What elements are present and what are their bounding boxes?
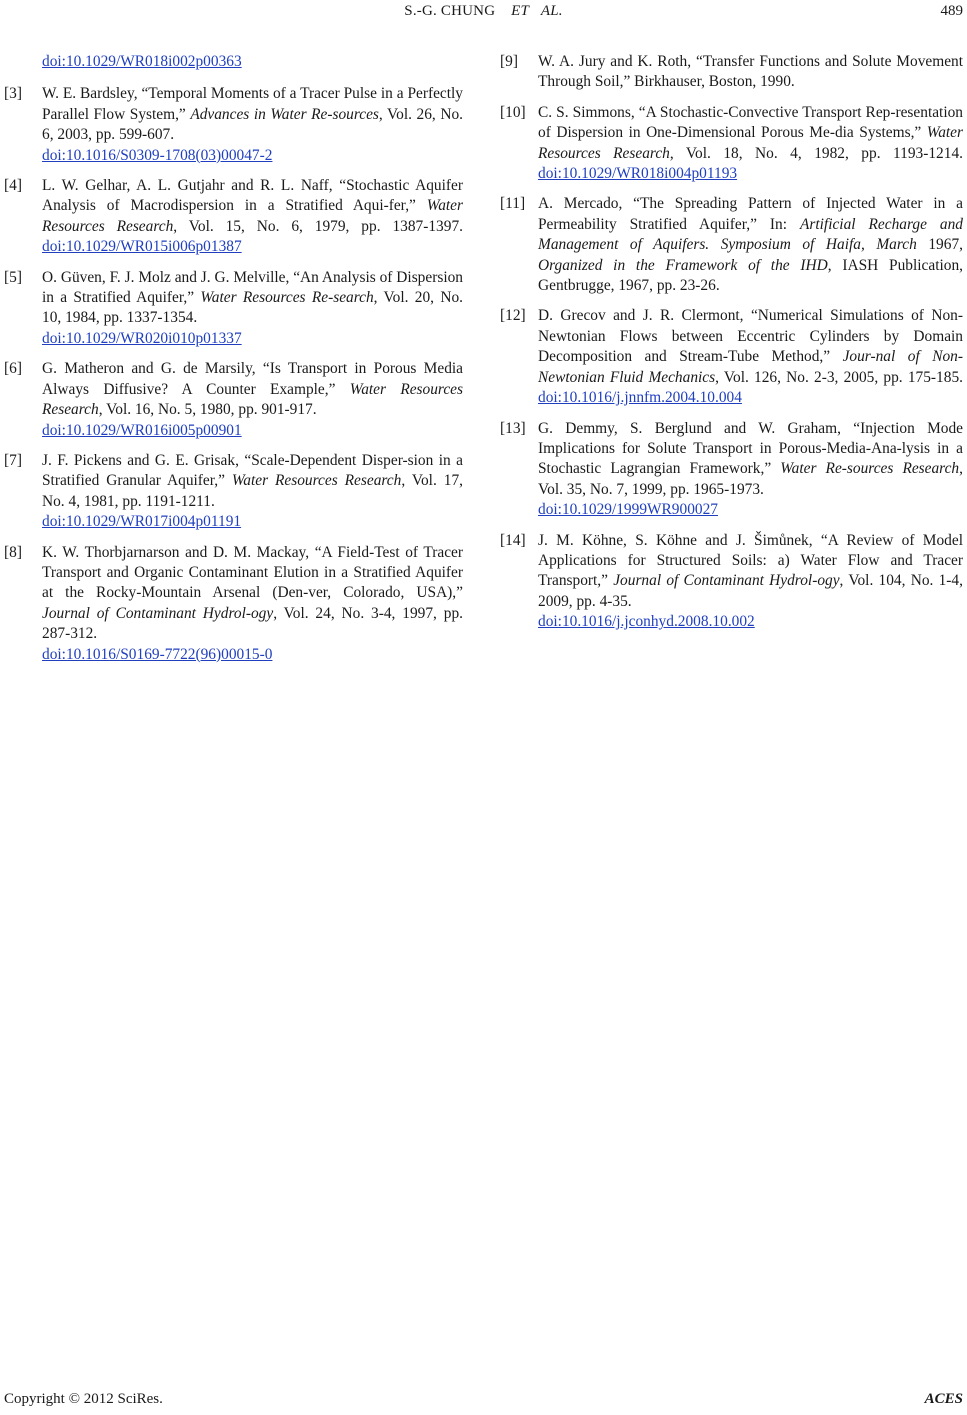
reference-text xyxy=(42,359,463,441)
doi-link[interactable]: doi:10.1029/WR018i002p00363 xyxy=(42,53,242,70)
reference-journal: Water Resources Research xyxy=(538,124,963,162)
reference-item xyxy=(500,103,963,185)
reference-item xyxy=(500,194,963,296)
reference-number: [8] xyxy=(4,543,22,561)
reference-authors-title: K. W. Thorbjarnarson and D. M. Mackay, “A Field-Test of Tracer Transport and Organic Contaminant Elution in a Stratified Aquifer at the Rocky-Mountain Arsenal (Den-ver, Colorado, USA),” xyxy=(42,543,463,602)
reference-list-right xyxy=(500,52,963,633)
reference-list-left xyxy=(4,84,463,665)
reference-authors-title: J. F. Pickens and G. E. Grisak, “Scale-Dependent Disper-sion in a Stratified Granular Aquifer,” xyxy=(42,451,463,490)
reference-journal: Journal of Contaminant Hydrol-ogy xyxy=(42,604,274,622)
reference-number: [4] xyxy=(4,177,22,195)
reference-journal: Water Resources Research xyxy=(42,197,463,235)
continued-reference xyxy=(4,52,463,72)
reference-journal-extra: Organized in the Framework of the IHD xyxy=(538,256,828,274)
doi-link[interactable]: doi:10.1029/WR016i005p00901 xyxy=(42,421,242,439)
doi-link[interactable]: doi:10.1029/WR020i010p01337 xyxy=(42,329,242,347)
reference-journal: Jour-nal of Non-Newtonian Fluid Mechanics xyxy=(538,348,963,386)
doi-link[interactable]: doi:10.1016/S0169-7722(96)00015-0 xyxy=(42,645,273,663)
reference-number: [5] xyxy=(4,268,22,286)
reference-authors-title: D. Grecov and J. R. Clermont, “Numerical Simulations of Non-Newtonian Flows between Eccentric Cylinders by Domain Decomposition and Stream-Tube Method,” xyxy=(538,307,963,366)
doi-link[interactable]: doi:10.1029/WR017i004p01191 xyxy=(42,513,242,531)
reference-details: 1967, xyxy=(916,236,963,254)
reference-journal: Journal of Contaminant Hydrol-ogy xyxy=(613,572,840,590)
reference-details: , Vol. 126, No. 2-3, 2005, pp. 175-185. xyxy=(715,368,963,386)
reference-item xyxy=(4,543,463,665)
reference-number: [6] xyxy=(4,360,22,378)
reference-text xyxy=(538,419,963,521)
doi-link[interactable]: doi:10.1029/WR018i004p01193 xyxy=(538,165,738,183)
left-column xyxy=(4,52,463,675)
reference-authors-title: O. Güven, F. J. Molz and J. G. Melville, “An Analysis of Dispersion in a Stratified Aquifer,” xyxy=(42,268,463,307)
reference-item xyxy=(500,419,963,521)
reference-item xyxy=(500,531,963,633)
reference-item xyxy=(4,268,463,350)
doi-link[interactable]: doi:10.1016/S0309-1708(03)00047-2 xyxy=(42,146,273,164)
reference-authors-title: W. A. Jury and K. Roth, “Transfer Functions and Solute Movement Through Soil,” Birkhauser, Boston, 1990. xyxy=(538,53,963,91)
page-footer xyxy=(4,1391,963,1413)
doi-link[interactable]: doi:10.1029/1999WR900027 xyxy=(538,501,718,519)
reference-text xyxy=(538,103,963,185)
reference-journal: Water Re-sources Research xyxy=(780,460,960,478)
reference-text xyxy=(42,543,463,665)
reference-journal: Water Resources Re-search xyxy=(200,289,374,307)
reference-journal: Advances in Water Re-sources xyxy=(190,105,379,123)
reference-item xyxy=(4,176,463,258)
header-al: AL. xyxy=(540,3,563,19)
page-number: 489 xyxy=(940,3,963,19)
reference-journal: Artificial Recharge and Management of Aquifers. Symposium of Haifa, March xyxy=(538,215,963,254)
doi-link[interactable]: doi:10.1029/WR015i006p01387 xyxy=(42,238,242,256)
reference-authors-title: C. S. Simmons, “A Stochastic-Convective Transport Rep-resentation of Dispersion in One-Dimensional Porous Me-dia Systems,” xyxy=(538,103,963,142)
reference-text xyxy=(538,531,963,633)
reference-details: , Vol. 15, No. 6, 1979, pp. 1387-1397. xyxy=(173,217,463,235)
reference-authors-title: A. Mercado, “The Spreading Pattern of Injected Water in a Permeability Stratified Aquifer,” In: xyxy=(538,195,963,233)
reference-number: [9] xyxy=(500,53,518,70)
reference-details: , Vol. 104, No. 1-4, 2009, pp. 4-35. xyxy=(538,572,963,610)
reference-item xyxy=(4,451,463,533)
header-et: ET xyxy=(511,3,529,19)
reference-number: [10] xyxy=(500,103,526,121)
reference-number: [12] xyxy=(500,307,526,325)
doi-link[interactable]: doi:10.1016/j.jnnfm.2004.10.004 xyxy=(538,389,742,407)
reference-details: , Vol. 20, No. 10, 1984, pp. 1337-1354. xyxy=(42,289,463,327)
reference-item xyxy=(4,84,463,166)
reference-journal: Water Resources Research xyxy=(42,380,463,419)
reference-number: [3] xyxy=(4,85,22,103)
running-header xyxy=(0,0,967,28)
reference-text xyxy=(42,176,463,258)
reference-item xyxy=(500,306,963,408)
reference-details: , Vol. 17, No. 4, 1981, pp. 1191-1211. xyxy=(42,472,463,510)
right-column xyxy=(500,52,963,643)
reference-text xyxy=(42,451,463,533)
journal-name: ACES xyxy=(924,1391,963,1407)
reference-text xyxy=(42,84,463,166)
reference-authors-title: W. E. Bardsley, “Temporal Moments of a Tracer Pulse in a Perfectly Parallel Flow System,” xyxy=(42,85,463,123)
reference-authors-title: G. Demmy, S. Berglund and W. Graham, “Injection Mode Implications for Solute Transport in Porous-Media-Ana-lysis in a Stochastic Lagrangian Framework,” xyxy=(538,419,963,478)
reference-item xyxy=(500,52,963,93)
reference-number: [14] xyxy=(500,531,526,549)
reference-number: [13] xyxy=(500,419,526,437)
doi-link[interactable]: doi:10.1016/j.jconhyd.2008.10.002 xyxy=(538,613,755,631)
reference-text xyxy=(538,194,963,296)
reference-number: [7] xyxy=(4,451,22,469)
reference-text xyxy=(538,306,963,408)
reference-item xyxy=(4,359,463,441)
reference-authors-title: J. M. Köhne, S. Köhne and J. Šimůnek, “A Review of Model Applications for Structured Soils: a) Water Flow and Tracer Transport,” xyxy=(538,531,963,590)
reference-authors-title: L. W. Gelhar, A. L. Gutjahr and R. L. Naff, “Stochastic Aquifer Analysis of Macrodispersion in a Stratified Aqui-fer,” xyxy=(42,177,463,215)
reference-details: , Vol. 35, No. 7, 1999, pp. 1965-1973. xyxy=(538,460,963,498)
reference-details-extra: , IASH Publication, Gentbrugge, 1967, pp. 23-26. xyxy=(538,256,963,295)
copyright-text: Copyright © 2012 SciRes. xyxy=(4,1391,163,1407)
reference-details: , Vol. 16, No. 5, 1980, pp. 901-917. xyxy=(98,401,317,419)
reference-details: , Vol. 18, No. 4, 1982, pp. 1193-1214. xyxy=(669,144,963,162)
reference-details: , Vol. 24, No. 3-4, 1997, pp. 287-312. xyxy=(42,604,463,643)
reference-number: [11] xyxy=(500,195,526,213)
reference-details: , Vol. 26, No. 6, 2003, pp. 599-607. xyxy=(42,105,463,144)
header-authors: S.-G. CHUNG xyxy=(404,3,496,19)
reference-text xyxy=(42,268,463,350)
reference-journal: Water Resources Research xyxy=(231,472,402,490)
running-head xyxy=(0,3,967,20)
reference-text xyxy=(538,52,963,93)
reference-authors-title: G. Matheron and G. de Marsily, “Is Transport in Porous Media Always Diffusive? A Counter Example,” xyxy=(42,360,463,398)
